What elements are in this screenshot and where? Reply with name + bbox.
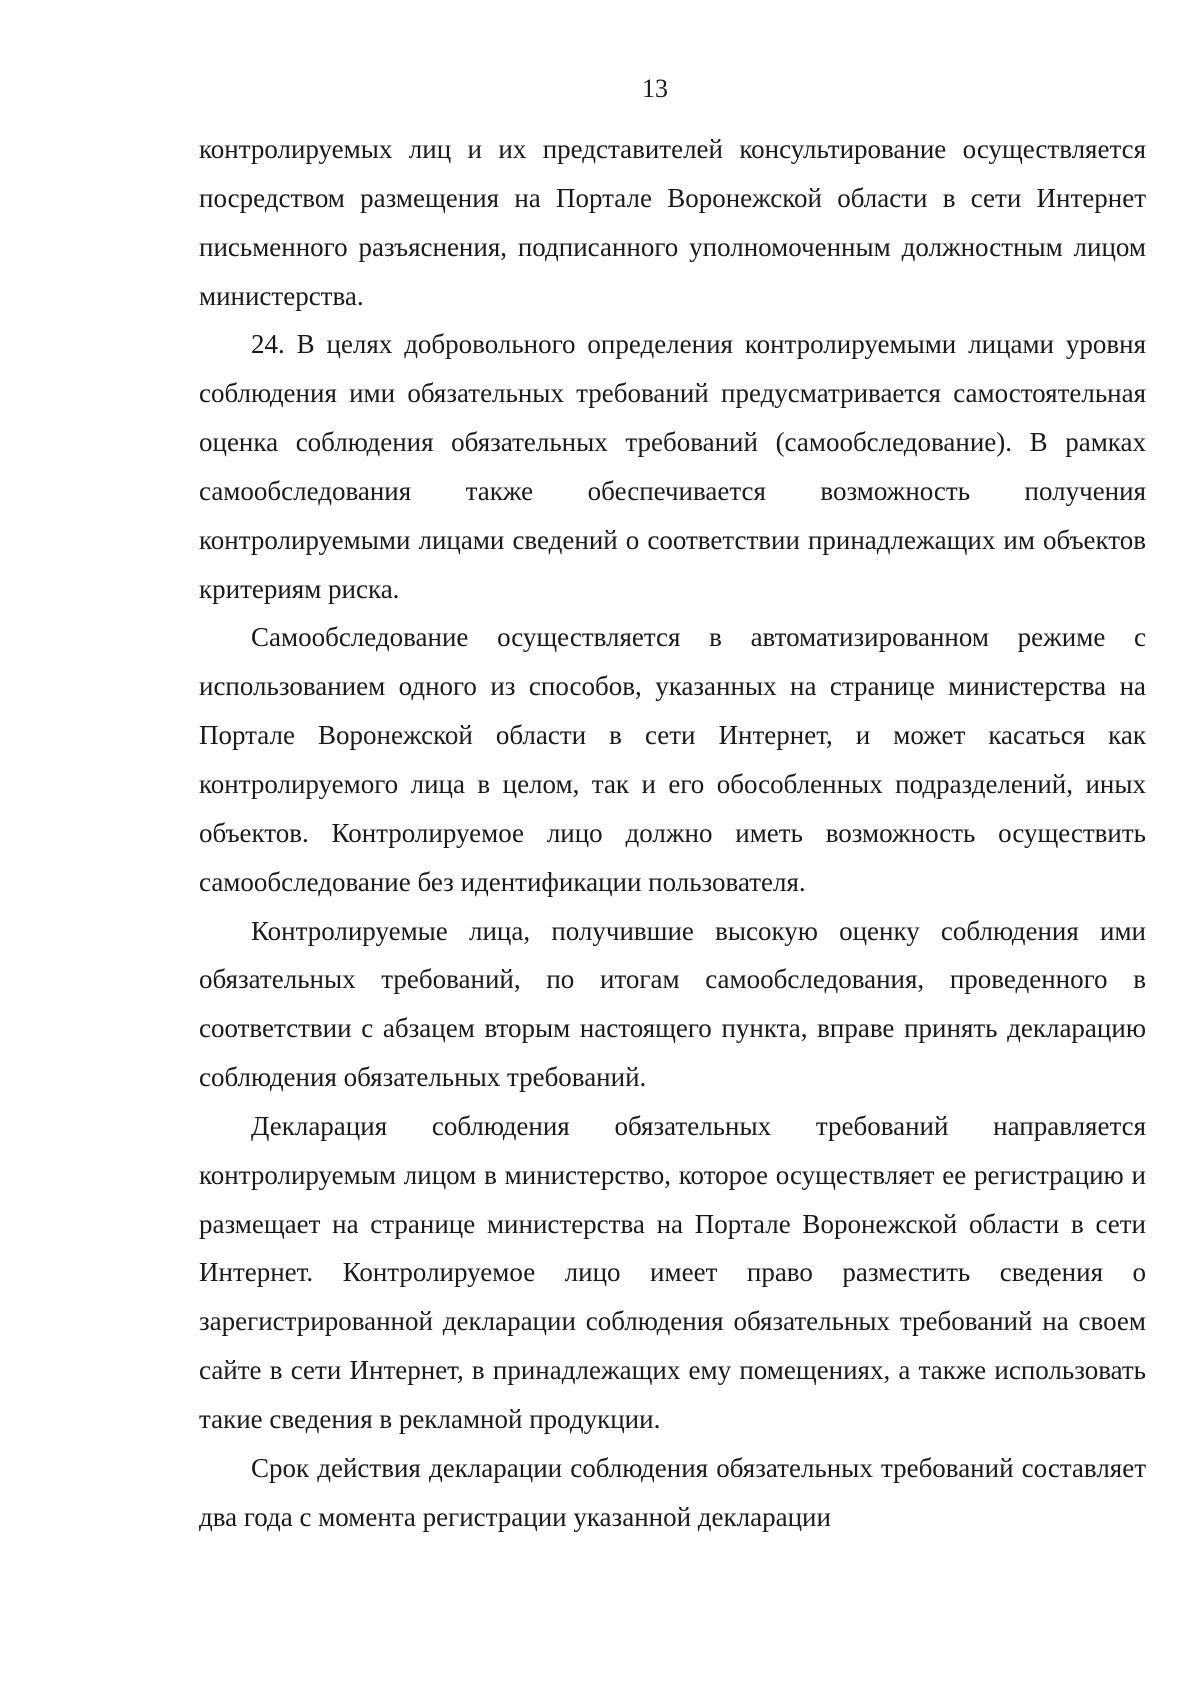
document-body [199, 125, 1146, 1541]
paragraph-declaration-registration: Декларация соблюдения обязательных требований направляется контролируемым лицом в министерство, которое осуществляет ее регистрацию и размещает на странице министерства на Портале Воронежской области в сети Интернет. Контролируемое лицо имеет право разместить сведения о зарегистрированной декларации соблюдения обязательных требований на своем сайте в сети Интернет, в принадлежащих ему помещениях, а также использовать такие сведения в рекламной продукции. [199, 1110, 1146, 1434]
paragraph-self-assessment: Самообследование осуществляется в автоматизированном режиме с использованием одного из способов, указанных на странице министерства на Портале Воронежской области в сети Интернет, и может касаться как контролируемого лица в целом, так и его обособленных подразделений, иных объектов. Контролируемое лицо должно иметь возможность осуществить самообследование без идентификации пользователя. [199, 622, 1146, 897]
paragraph-continuation: контролируемых лиц и их представителей консультирование осуществляется посредством размещения на Портале Воронежской области в сети Интернет письменного разъяснения, подписанного уполномоченным должностным лицом министерства. [199, 134, 1146, 311]
page-number: 13 [642, 74, 668, 103]
paragraph-declaration-term: Срок действия декларации соблюдения обязательных требований составляет два года с момента регистрации указанной декларации [199, 1452, 1146, 1532]
paragraph-declaration-right: Контролируемые лица, получившие высокую оценку соблюдения ими обязательных требований, по итогам самообследования, проведенного в соответствии с абзацем вторым настоящего пункта, вправе принять декларацию соблюдения обязательных требований. [199, 915, 1146, 1093]
paragraph-item-24: 24. В целях добровольного определения контролируемыми лицами уровня соблюдения ими обязательных требований предусматривается самостоятельная оценка соблюдения обязательных требований (самообследование). В рамках самообследования также обеспечивается возможность получения контролируемыми лицами сведений о соответствии принадлежащих им объектов критериям риска. [199, 329, 1146, 604]
